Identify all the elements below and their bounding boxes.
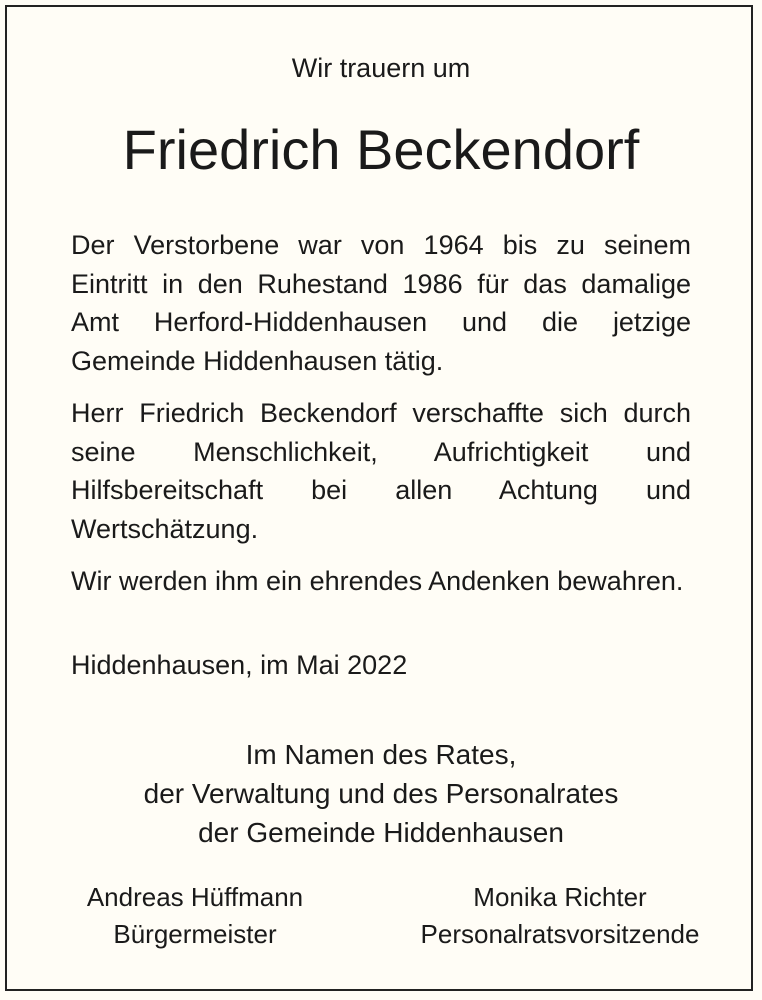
signatory-name: Monika Richter <box>473 882 647 912</box>
deceased-name: Friedrich Beckendorf <box>122 118 640 181</box>
on-behalf-line: Im Namen des Rates, <box>245 739 517 770</box>
place-date: Hiddenhausen, im Mai 2022 <box>71 650 408 680</box>
intro-line: Wir trauern um <box>291 53 471 83</box>
notice-body <box>71 226 691 615</box>
paragraph-career: Der Verstorbene war von 1964 bis zu seinem Eintritt in den Ruhestand 1986 für das damalige Amt Herford-Hiddenhausen und die jetzige Gemeinde Hiddenhausen tätig. <box>71 230 691 376</box>
paragraph-character: Herr Friedrich Beckendorf verschaffte sich durch seine Menschlichkeit, Aufrichtigkeit und Hilfsbereitschaft bei allen Achtung und Wertschätzung. <box>71 398 691 544</box>
signatory-title: Personalratsvorsitzende <box>420 919 700 949</box>
signatory-council-chair <box>400 879 720 953</box>
on-behalf-line: der Gemeinde Hiddenhausen <box>198 817 564 848</box>
signatory-mayor <box>35 879 355 953</box>
on-behalf-line: der Verwaltung und des Personalrates <box>143 778 619 809</box>
signatory-name: Andreas Hüffmann <box>86 882 304 912</box>
on-behalf-block <box>0 735 762 852</box>
signatory-title: Bürgermeister <box>113 919 277 949</box>
paragraph-remembrance: Wir werden ihm ein ehrendes Andenken bewahren. <box>71 566 684 596</box>
